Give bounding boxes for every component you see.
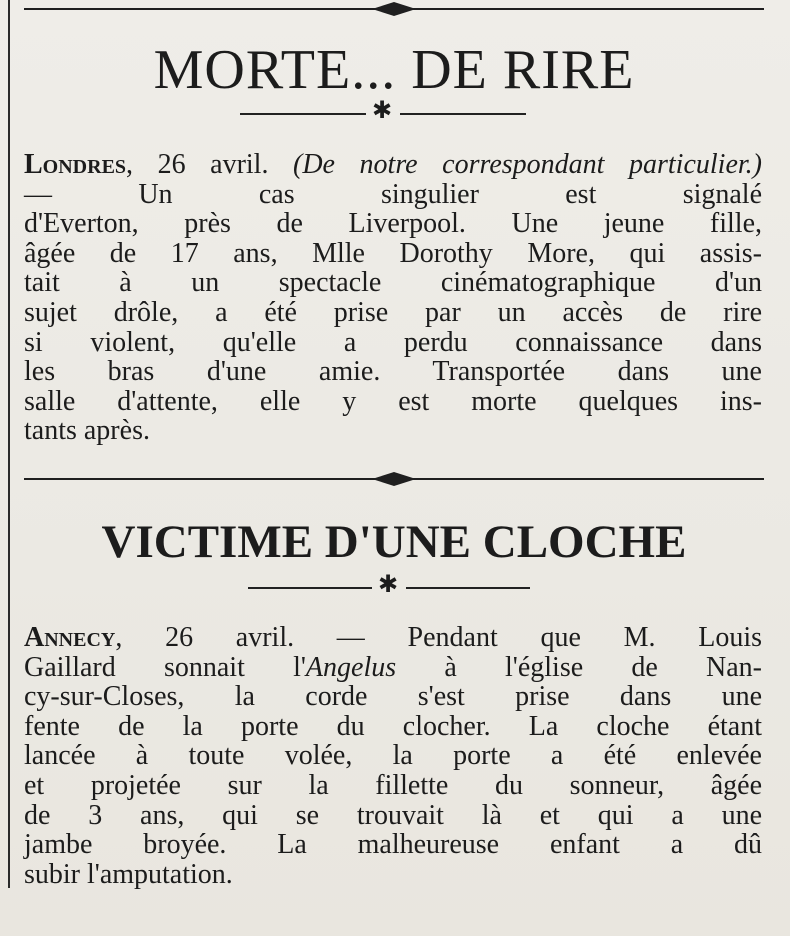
- article1-line: âgée de 17 ans, Mlle Dorothy More, qui assis-: [24, 237, 762, 269]
- article1-line: tants après.: [24, 415, 150, 447]
- article2-line: subir l'amputation.: [24, 858, 233, 890]
- article1-line: — Un cas singulier est signalé: [24, 178, 762, 210]
- article2-body: [24, 623, 762, 889]
- article1-line: d'Everton, près de Liverpool. Une jeune fille,: [24, 208, 762, 240]
- article2-line: et projetée sur la fillette du sonneur, âgée: [24, 769, 762, 801]
- article1-headline: MORTE... DE RIRE: [153, 39, 635, 101]
- article2-line: Gaillard sonnait l'Angelus à l'église de Nan-: [24, 651, 762, 683]
- article1-line: si violent, qu'elle a perdu connaissance dans: [24, 326, 762, 358]
- article2-headline: VICTIME D'UNE CLOCHE: [101, 516, 687, 568]
- article2-line: lancée à toute volée, la porte a été enlevée: [24, 740, 762, 772]
- article1-line: tait à un spectacle cinématographique d'un: [24, 267, 762, 299]
- article1-dateline: Londres: [24, 149, 127, 180]
- diamond-ornament-icon: [372, 2, 416, 16]
- article1-body: [24, 150, 762, 446]
- diamond-ornament-icon: [372, 472, 416, 486]
- article2-line: Annecy, 26 avril. — Pendant que M. Louis: [24, 622, 762, 653]
- article2-dateline: Annecy: [24, 622, 116, 653]
- star-icon: ✱: [372, 96, 393, 124]
- article1-line: salle d'attente, elle y est morte quelques ins-: [24, 385, 762, 417]
- article2-line: jambe broyée. La malheureuse enfant a dû: [24, 829, 762, 861]
- article2-line: fente de la porte du clocher. La cloche étant: [24, 710, 762, 742]
- angelus-term: Angelus: [305, 651, 397, 683]
- article2-line: cy-sur-Closes, la corde s'est prise dans une: [24, 681, 762, 713]
- column-rule: [8, 0, 10, 888]
- star-separator: [240, 96, 526, 124]
- article1-line: Londres, 26 avril. (De notre correspondant particulier.): [24, 149, 762, 180]
- article1-source-note: (De notre correspondant particulier.): [293, 149, 762, 180]
- top-divider: [24, 8, 764, 10]
- middle-divider: [24, 478, 764, 480]
- article1-line: sujet drôle, a été prise par un accès de rire: [24, 296, 762, 328]
- star-separator: [248, 570, 530, 598]
- article1-line: les bras d'une amie. Transportée dans une: [24, 356, 762, 388]
- star-icon: ✱: [378, 570, 399, 598]
- article2-line: de 3 ans, qui se trouvait là et qui a une: [24, 799, 762, 831]
